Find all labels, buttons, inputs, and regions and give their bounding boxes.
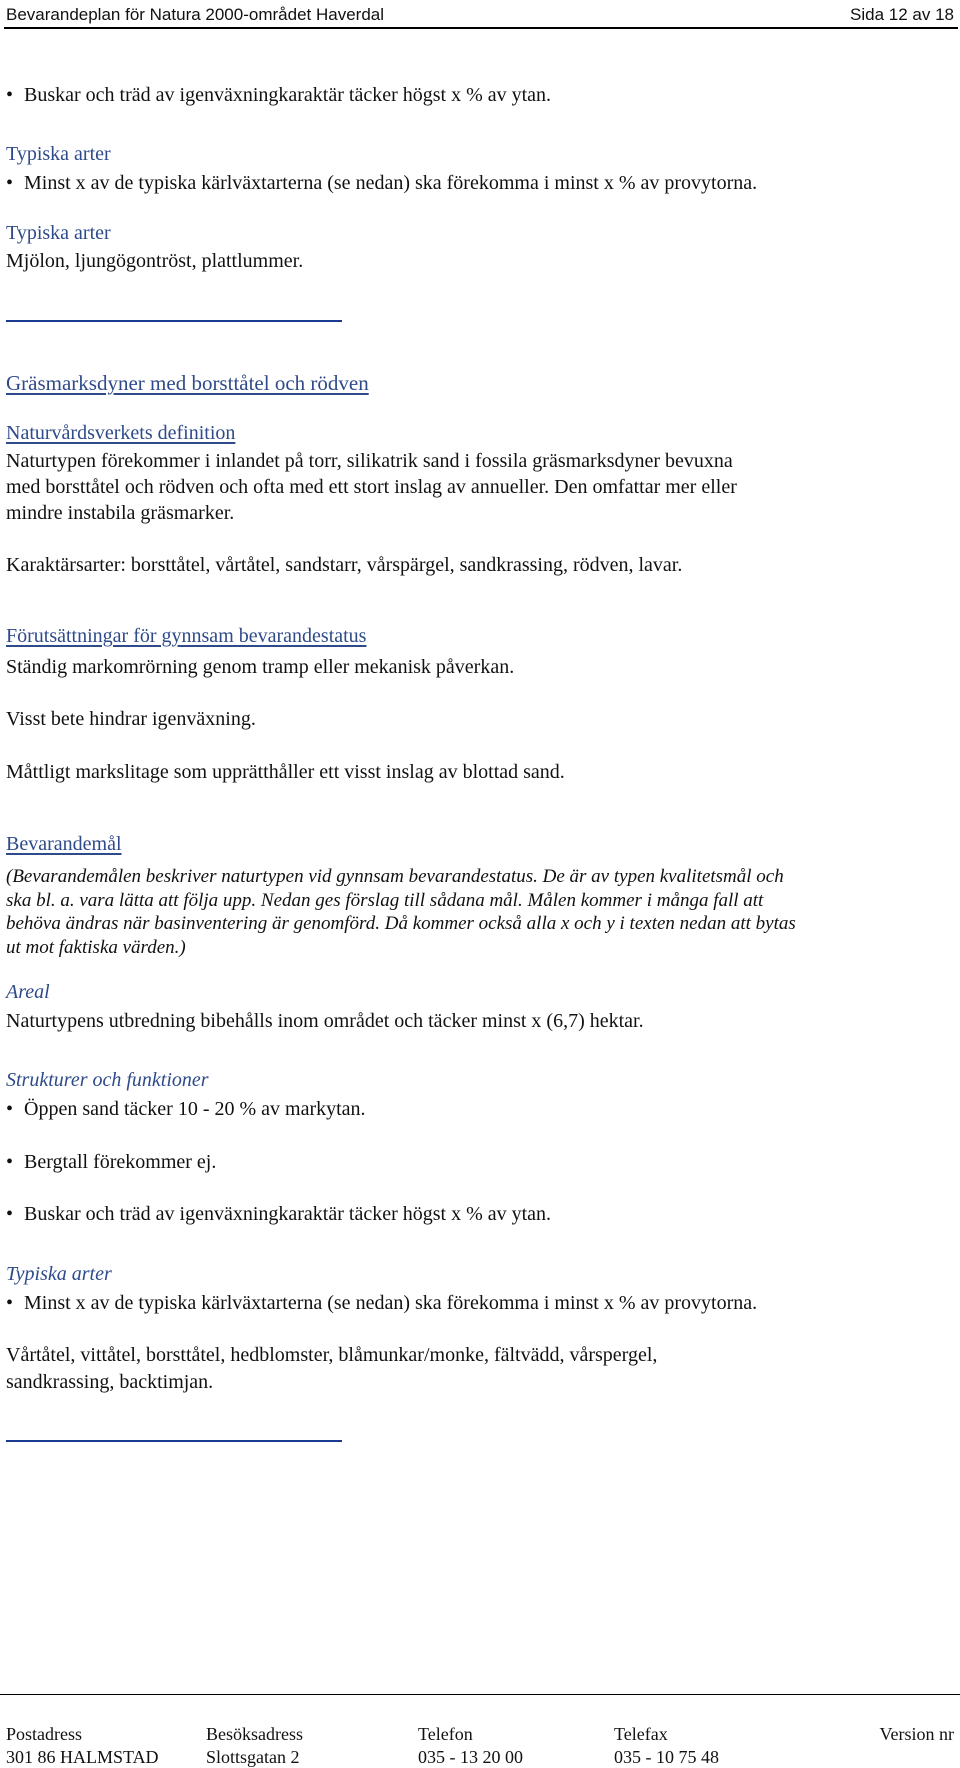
subheading-typical-species: Typiska arter [6, 1263, 112, 1285]
bullet-item: • Öppen sand täcker 10 - 20 % av markytan. [6, 1098, 366, 1121]
note-line: ut mot faktiska värden.) [6, 937, 186, 958]
note-line: behöva ändras när basinventering är genomförd. Då kommer också alla x och y i texten nedan att bytas [6, 913, 796, 934]
paragraph-line: Vårtåtel, vittåtel, borsttåtel, hedblomster, blåmunkar/monke, fältvädd, vårspergel, [6, 1344, 658, 1366]
footer-phone: 035 - 13 20 00 [418, 1747, 523, 1767]
header-divider [4, 27, 958, 29]
subheading-structures: Strukturer och funktioner [6, 1069, 209, 1091]
subheading-typical-species: Typiska arter [6, 222, 111, 244]
subheading-conditions: Förutsättningar för gynnsam bevarandestatus [6, 625, 367, 647]
page-number: Sida 12 av 18 [850, 5, 954, 24]
footer-label-visit: Besöksadress [206, 1724, 303, 1744]
section-divider [6, 1440, 342, 1442]
note-line: (Bevarandemålen beskriver naturtypen vid gynnsam bevarandestatus. De är av typen kvalitetsmål och [6, 866, 784, 887]
bullet-item: • Buskar och träd av igenväxningkaraktär täcker högst x % av ytan. [6, 84, 551, 107]
section-heading: Gräsmarksdyner med borsttåtel och rödven [6, 371, 369, 395]
paragraph-line: Ständig markomrörning genom tramp eller mekanisk påverkan. [6, 656, 515, 678]
page-header [6, 4, 960, 28]
species-list: Mjölon, ljungögontröst, plattlummer. [6, 250, 304, 272]
subheading-definition: Naturvårdsverkets definition [6, 422, 236, 444]
document-title: Bevarandeplan för Natura 2000-området Haverdal [6, 5, 385, 24]
paragraph-line: med borsttåtel och rödven och ofta med ett stort inslag av annueller. Den omfattar mer eller [6, 476, 737, 498]
paragraph-line: Naturtypens utbredning bibehålls inom området och täcker minst x (6,7) hektar. [6, 1010, 644, 1032]
paragraph-line: sandkrassing, backtimjan. [6, 1371, 214, 1393]
footer-visit-address: Slottsgatan 2 [206, 1747, 300, 1767]
paragraph-line: Visst bete hindrar igenväxning. [6, 708, 256, 730]
bullet-item: • Bergtall förekommer ej. [6, 1151, 216, 1174]
footer-fax: 035 - 10 75 48 [614, 1747, 719, 1767]
footer-label-version: Version nr [879, 1724, 954, 1744]
subheading-goals: Bevarandemål [6, 833, 122, 855]
paragraph-line: Naturtypen förekommer i inlandet på torr, silikatrik sand i fossila gräsmarksdyner bevuxna [6, 450, 733, 472]
paragraph-line: Måttligt markslitage som upprätthåller ett visst inslag av blottad sand. [6, 761, 565, 783]
paragraph-line: Karaktärsarter: borsttåtel, vårtåtel, sandstarr, vårspärgel, sandkrassing, rödven, lavar. [6, 554, 683, 576]
footer-label-postal: Postadress [6, 1724, 82, 1744]
footer-label-phone: Telefon [418, 1724, 473, 1744]
bullet-item: • Minst x av de typiska kärlväxtarterna (se nedan) ska förekomma i minst x % av provytorna. [6, 1292, 757, 1315]
bullet-item: • Minst x av de typiska kärlväxtarterna (se nedan) ska förekomma i minst x % av provytorna. [6, 172, 757, 195]
note-line: ska bl. a. vara lätta att följa upp. Nedan ges förslag till sådana mål. Målen kommer i många fall att [6, 890, 764, 911]
footer-postal-address: 301 86 HALMSTAD [6, 1747, 159, 1767]
footer-divider [0, 1694, 960, 1695]
paragraph-line: mindre instabila gräsmarker. [6, 502, 235, 524]
subheading-area: Areal [6, 981, 50, 1003]
bullet-item: • Buskar och träd av igenväxningkaraktär täcker högst x % av ytan. [6, 1203, 551, 1226]
footer-label-fax: Telefax [614, 1724, 668, 1744]
subheading-typical-species: Typiska arter [6, 143, 111, 165]
section-divider [6, 320, 342, 322]
